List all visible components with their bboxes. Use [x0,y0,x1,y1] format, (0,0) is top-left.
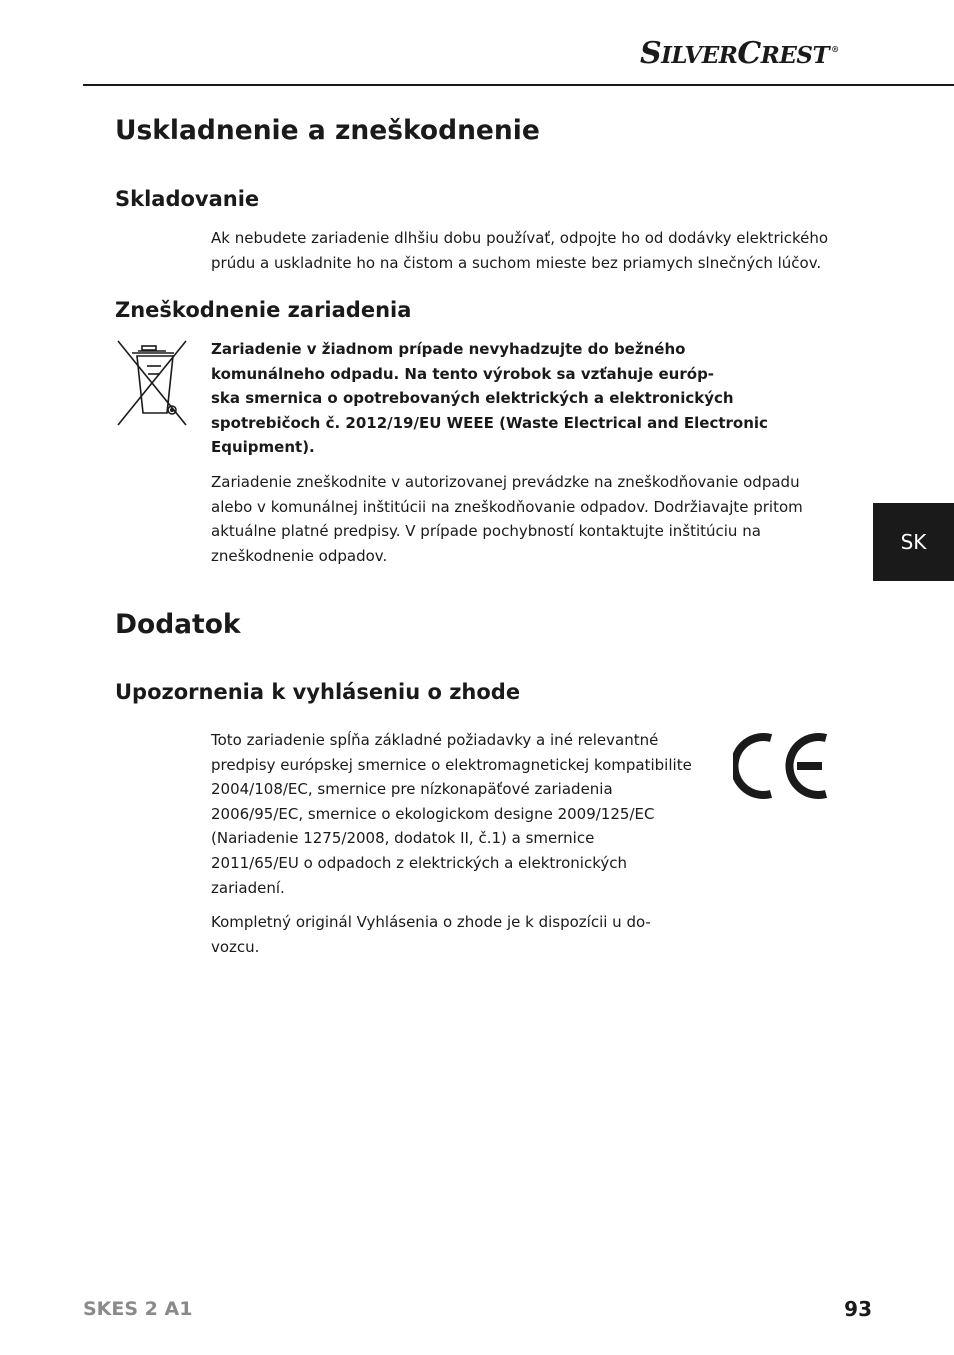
heading-conformity: Upozornenia k vyhláseniu o zhode [115,680,521,704]
heading-disposal: Zneškodnenie zariadenia [115,298,412,322]
page-number: 93 [844,1297,872,1321]
section-title-appendix: Dodatok [115,609,241,640]
disposal-paragraph: Zariadenie zneškodnite v autorizovanej prevádzke na zneškodňovanie odpadu alebo v komunálnej inštitúcii na zneškodňovanie odpadov. Dodržiavajte pritom aktuálne platné predpisy. V prípade pochybností kontaktujte inštitúciu na zneškodnenie odpadov. [211,473,803,565]
footer-model: SKES 2 A1 [83,1298,193,1320]
crossed-out-wheelie-bin-icon [116,339,188,427]
header-rule [83,84,954,86]
language-tab [873,503,954,581]
disposal-warning: Zariadenie v žiadnom prípade nevyhadzujte do bežného komunálneho odpadu. Na tento výrobok sa vzťahuje európ- ska smernica o opotrebovaných elektrických a elektronických spotrebičoch č. 2012/19/EU WEEE (Waste Electrical and Electronic Equipment). [211,340,768,457]
section-title-storage-disposal: Uskladnenie a zneškodnenie [115,115,540,146]
conformity-note: Kompletný originál Vyhlásenia o zhode je k dispozícii u do- vozcu. [211,913,651,956]
storage-paragraph: Ak nebudete zariadenie dlhšiu dobu používať, odpojte ho od dodávky elektrického prúdu a uskladnite ho na čistom a suchom mieste bez priamych slnečných lúčov. [211,229,829,272]
silvercrest-logo: SILVERCREST ® [640,36,839,71]
language-tab-label: SK [900,530,927,554]
ce-mark-icon [733,731,831,801]
heading-storage: Skladovanie [115,187,260,211]
conformity-paragraph: Toto zariadenie spĺňa základné požiadavky a iné relevantné predpisy európskej smernice o elektromagnetickej kompatibilite 2004/108/EC, smernice pre nízkonapäťové zariadenia 2006/95/EC, smernice o ekologickom designe 2009/125/EC (Nariadenie 1275/2008, dodatok II, č.1) a smernice 2011/65/EU o odpadoch z elektrických a elektronických zariadení. [211,731,692,897]
